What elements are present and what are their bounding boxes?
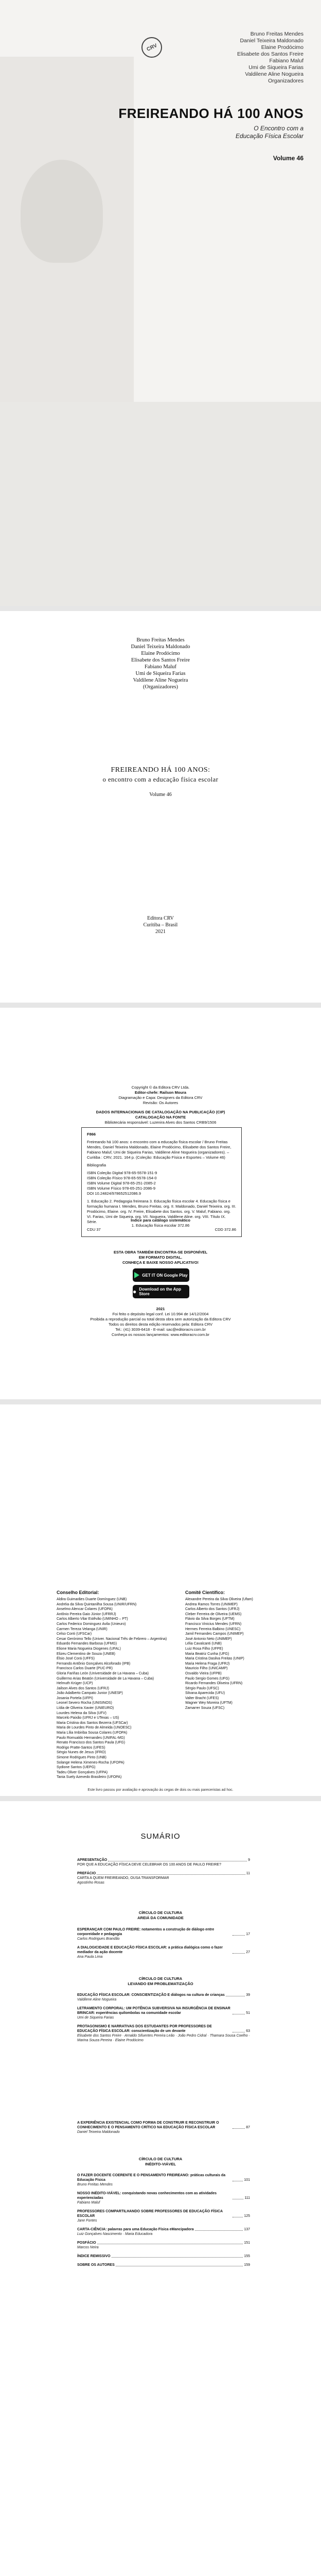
council-member: Antônio Pereira Gaio Júnior (UFRRJ)	[57, 1612, 116, 1616]
toc-entry-page: 87	[246, 2126, 250, 2129]
toc-entry-author: Jane Fontes	[77, 2219, 97, 2223]
book-title: FREIREANDO HÁ 100 ANOS:	[111, 766, 210, 774]
author-name: Daniel Teixeira Maldonado	[131, 644, 190, 650]
council-member: Marcelo Paixão (UFRJ e UTexas – US)	[57, 1716, 119, 1720]
council-member: Lourdes Helena da Silva (UFV)	[57, 1711, 106, 1715]
toc-entry-subtitle: CARTA A QUEM FREIREANDO, OUSA TRANSFORMAR	[77, 1876, 169, 1880]
toc-entry[interactable]	[77, 2191, 250, 2205]
title-page-publisher	[0, 915, 321, 935]
council-member: Maria Lília Imbiriba Sousa Colares (UFOPA)	[57, 1731, 128, 1735]
cover-page	[0, 0, 321, 606]
toc-entry-row	[77, 1858, 250, 1862]
council-member: Francisco Vinicius Mendes (UFRN)	[185, 1622, 242, 1626]
toc-entry[interactable]	[77, 2241, 250, 2250]
toc-entry-page: 63	[246, 2029, 250, 2033]
toc-entry-page: 39	[246, 1993, 250, 1997]
summary-title: SUMÁRIO	[140, 1832, 181, 1841]
toc-entry-title: PROTAGONISMO E NARRATIVAS DOS ESTUDANTES POR PROFESSORES DE EDUCAÇÃO FÍSICA ESCOLAR: conscientização de um devante	[77, 2025, 212, 2033]
toc-entry[interactable]	[77, 2263, 250, 2267]
toc-entry-row	[77, 2191, 250, 2200]
toc-entry-page: 111	[244, 2196, 250, 2200]
toc-entry-title: EDUCAÇÃO FÍSICA ESCOLAR: CONSCIENTIZAÇÃO E diálogos na cultura de crianças	[77, 1993, 225, 1997]
council-page	[0, 1404, 321, 1796]
council-member: Guillermo Arias Beatón (Universidade de La Havana – Cuba)	[57, 1676, 154, 1681]
catalog-page	[0, 1008, 321, 1399]
toc-entry-row	[77, 1927, 250, 1937]
council-member: Eduardo Fernandes Barbosa (UFMG)	[57, 1642, 117, 1646]
toc-section-heading	[0, 1976, 321, 1986]
toc-entry[interactable]	[77, 2006, 250, 2020]
index-title: Índice para catálogo sistemático	[131, 1218, 190, 1223]
cover-author: Elaine Prodócimo	[261, 44, 304, 50]
cip-subjects: 1. Educação 2. Pedagogia freireana 3. Educação física escolar 4. Educação física e formação humana I. Mendes, Bruno Freitas. org. II. Maldonado, Daniel Teixeira. org. III. Prodócimo, Elaine. org. IV. Freire, Elisabete dos Santos. org. V. Maluf, Fabiano. org. VI. Farias, Umi de Siqueira. org. VII. Nogueira, Valdilene Aline. org. VIII. Título IX. Série.	[87, 1199, 237, 1224]
council-member: Ricardo Fernandes Oliveira (UFRN)	[185, 1682, 243, 1686]
cover-subtitle: O Encontro com a	[254, 125, 304, 132]
council-member: Simone Rodrigues Pinto (UNB)	[57, 1756, 106, 1759]
council-member: Andréia da Silva Quintanilha Sousa (UNIR/UFRN)	[57, 1602, 137, 1606]
rights-line: Conheça os nossos lançamentos: www.editoracrv.com.br	[112, 1332, 209, 1337]
cover-bottom-band	[0, 402, 321, 606]
isbn-line: ISBN Coleção Físico 978-65-5578-154-0	[87, 1176, 157, 1180]
council-member: Lélia Cavalcanti (UNB)	[185, 1642, 222, 1646]
cover-author: Bruno Freitas Mendes	[250, 31, 304, 37]
toc-entry-page: 137	[244, 2228, 250, 2231]
toc-section-line: CÍRCULO DE CULTURA	[138, 2157, 183, 2161]
digital-notice: EM FORMATO DIGITAL.	[138, 1255, 183, 1260]
toc-dot-leader	[195, 2230, 243, 2231]
council-member: Hermes Ferreira Balbino (UNESC)	[185, 1627, 241, 1631]
toc-entry-page: 17	[246, 1933, 250, 1936]
toc-entry-page: 159	[244, 2263, 250, 2267]
toc-entry-author: Agostinho Rosas	[77, 1881, 104, 1885]
digital-notice: ESTA OBRA TAMBÉM ENCONTRA-SE DISPONÍVEL	[113, 1250, 208, 1255]
toc-section-heading	[0, 2157, 321, 2166]
toc-entry[interactable]	[77, 2254, 250, 2259]
toc-dot-leader	[233, 2128, 245, 2129]
toc-block	[77, 2121, 250, 2139]
toc-entry-author: Marcos Neira	[77, 2246, 99, 2249]
toc-block	[77, 2173, 250, 2272]
rights-line: Todos os direitos desta edição reservados pela: Editora CRV	[108, 1322, 213, 1327]
council-member: Élsio José Corá (UFFS)	[57, 1657, 95, 1661]
council-member: Francisco Carlos Duarte (PUC-PR)	[57, 1667, 113, 1671]
toc-section-line: CÍRCULO DE CULTURA	[138, 1910, 183, 1915]
cover-author: Valdilene Aline Nogueira	[245, 71, 304, 77]
toc-entry-title: NOSSO INÉDITO-VIÁVEL: conquistando novas conhecimentos com as atividades experienciadas	[77, 2192, 217, 2200]
council-member: Alexandre Pereira da Silva Oliveira (Ufam)	[185, 1598, 253, 1601]
deposit-text: Foi feito o depósito legal conf. Lei 10.994 de 14/12/2004	[112, 1312, 209, 1316]
cover-author: Daniel Teixeira Maldonado	[240, 38, 304, 44]
rights-line: Proibida a reprodução parcial ou total desta obra sem autorização da Editora CRV	[90, 1317, 231, 1321]
toc-dot-leader	[97, 1874, 245, 1875]
toc-entry[interactable]	[77, 1871, 250, 1885]
toc-entry-row	[77, 1945, 250, 1955]
peer-review-note: Este livro passou por avaliação e aprovação às cegas de dois ou mais pareceristas ad hoc.	[87, 1788, 234, 1792]
toc-dot-leader	[233, 1935, 245, 1936]
toc-entry-row	[77, 2024, 250, 2033]
isbn-line: ISBN Coleção Digital 978-65-5578-151-9	[87, 1171, 157, 1175]
toc-dot-leader	[233, 1953, 245, 1954]
design-line: Diagramação e Capa: Designers da Editora CRV	[118, 1095, 203, 1100]
council-right-title: Comitê Científico:	[185, 1590, 225, 1595]
google-play-badge[interactable]	[133, 1268, 189, 1282]
toc-entry-author: Ana Paula Lima	[77, 1955, 103, 1959]
author-name: Valdilene Aline Nogueira	[133, 677, 188, 683]
cip-bibliography: Bibliografia	[87, 1163, 106, 1167]
publication-year: 2021	[155, 929, 166, 935]
cover-title: FREIREANDO HÁ 100 ANOS	[118, 106, 304, 121]
council-member: Celso Conti (UFSCar)	[57, 1632, 92, 1636]
council-member: Sérgio Paulo (UFSC)	[185, 1686, 219, 1690]
toc-entry-author: Umi de Siqueira Farias	[77, 2016, 114, 2020]
council-member: Maria Helena Fraga (UFRJ)	[185, 1662, 230, 1666]
council-member: Gloria Fariñas León (Universidade de La Havana – Cuba)	[57, 1671, 149, 1675]
toc-entry-title: APRESENTAÇÃO	[77, 1858, 108, 1862]
toc-entry[interactable]	[77, 2209, 250, 2223]
toc-entry-row	[77, 1993, 250, 1997]
toc-entry-page: 51	[246, 2011, 250, 2015]
toc-section-line: AREIÁ DA COMUNIDADE	[137, 1915, 184, 1920]
council-member: Wagner Wey Moreira (UFTM)	[185, 1701, 233, 1705]
cip-header: CATALOGAÇÃO NA FONTE	[135, 1115, 186, 1120]
toc-entry-author: Carlos Rodrigues Brandão	[77, 1937, 120, 1941]
council-member: João Adalberto Campato Junior (UNESP)	[57, 1691, 123, 1696]
toc-entry-row	[77, 2173, 250, 2182]
publisher-name: Editora CRV	[147, 916, 174, 921]
toc-entry-page: 27	[246, 1951, 250, 1954]
council-member: Josania Portela (UFPI)	[57, 1696, 93, 1700]
council-member: Rodrigo Pratte-Santos (UFES)	[57, 1745, 105, 1750]
toc-block	[77, 1927, 250, 1963]
council-member: Maria Cristina Dasilva Freitas (UNIP)	[185, 1657, 244, 1661]
council-left-list	[57, 1597, 167, 1780]
toc-entry-title: CARTA-CIÊNCIA: palavras para uma Educação Física eMancipadora	[77, 2228, 194, 2231]
toc-entry[interactable]	[77, 2173, 250, 2187]
toc-entry-row	[77, 2254, 250, 2259]
editor-line: Editor-chefe: Railson Moura	[134, 1090, 186, 1095]
publisher-logo-text: CRV	[146, 42, 158, 53]
council-member: Renato Francisco dos Santos Paula (UFG)	[57, 1741, 126, 1745]
toc-entry[interactable]	[77, 1945, 250, 1959]
toc-section-line: LEVANDO EM PROBLEMATIZAÇÃO	[128, 1981, 193, 1986]
toc-entry-subtitle: POR QUE A EDUCAÇÃO FÍSICA DEVE CELEBRAR OS 100 ANOS DE PAULO FREIRE?	[77, 1863, 221, 1867]
council-member: Carlos Federico Dominguez Avila (Unieuro)	[57, 1622, 126, 1626]
digital-notice: CONHEÇA E BAIXE NOSSO APLICATIVO!	[122, 1260, 199, 1265]
page-separator	[0, 1399, 321, 1404]
council-member: Maria de Lourdes Pinto de Almeida (UNOESC)	[57, 1726, 132, 1730]
council-member: Tania Suely Azevedo Brasileiro (UFOPA)	[57, 1775, 122, 1780]
publisher-logo	[141, 37, 162, 58]
cover-author: Elisabete dos Santos Freire	[237, 51, 304, 57]
toc-entry-page: 9	[248, 1858, 250, 1862]
cover-author: Fabiano Maluf	[269, 58, 304, 64]
toc-entry-title: O FAZER DOCENTE COERENTE E O PENSAMENTO FREIREANO: práticas culturais da Educação Física	[77, 2174, 226, 2182]
authors-role: (Organizadores)	[142, 684, 179, 690]
toc-entry-author: Bruno Freitas Mendes	[77, 2183, 113, 2187]
title-page	[0, 611, 321, 1003]
author-name: Fabiano Maluf	[144, 664, 177, 670]
toc-entry-page: 155	[244, 2255, 250, 2258]
author-name: Umi de Siqueira Farias	[135, 671, 186, 676]
toc-entry-title: A EXPERIÊNCIA EXISTENCIAL COMO FORMA DE CONSTRUIR E RECONSTRUIR O CONHECIMENTO E O PENSAMENTO CRÍTICO NA EDUCAÇÃO FÍSICA ESCOLAR	[77, 2121, 219, 2129]
council-member: Aldira Guimarães Duarte Domínguez (UNB)	[57, 1598, 127, 1601]
app-store-badge-label: Download on the App Store	[139, 1287, 182, 1296]
council-member: Jailson Alves dos Santos (UFRJ)	[57, 1686, 109, 1690]
toc-entry-row	[77, 2006, 250, 2015]
council-member: Sydione Santos (UEPG)	[57, 1766, 96, 1770]
toc-entry-row	[77, 2241, 250, 2245]
page-separator	[0, 1003, 321, 1008]
council-member: Luiz Rosa Filho (UFPE)	[185, 1647, 223, 1651]
toc-entry[interactable]	[77, 1858, 250, 1867]
page-separator	[0, 1796, 321, 1801]
toc-entry-row	[77, 1871, 250, 1876]
doi-line: DOI 10.24824/978652512086.9	[87, 1191, 141, 1196]
council-member: José Antonio Neto (UNIMEP)	[185, 1637, 232, 1641]
toc-entry[interactable]	[77, 2024, 250, 2043]
isbn-line: ISBN Volume Digital 978-65-251-2085-2	[87, 1181, 156, 1185]
council-member: Carlos Alberto Vilar Estêvão (UMINHO – PT)	[57, 1617, 128, 1621]
council-member: Tadeu Oliver Gonçalves (UFPA)	[57, 1770, 108, 1774]
toc-entry-author: Valdilene Aline Nogueira	[77, 1998, 117, 2002]
cdd-code: CDD 372.86	[215, 1227, 236, 1232]
toc-entry-row	[77, 2263, 250, 2267]
council-right-list	[185, 1597, 253, 1711]
toc-entry-title: PROFESSORES COMPARTILHANDO SOBRE PROFESSORES DE EDUCAÇÃO FÍSICA ESCOLAR	[77, 2210, 223, 2218]
council-member: Valter Bracht (UFES)	[185, 1696, 219, 1700]
council-member: Maria Beatriz Cunha (UFG)	[185, 1652, 229, 1656]
cip-record-text: Freireando há 100 anos: o encontro com a educação física escolar / Bruno Freitas Mendes, Daniel Teixeira Maldonado, Elaine Prodócimo, Elisabete dos Santos Freire, Fabiano Maluf, Umi de Siqueira Farias, Valdilene Aline Nogueira (organizadores). – Curitiba : CRV, 2021. 164 p. (Coleção: Educação Física e Esportes – Volume 46)	[87, 1140, 231, 1160]
toc-entry-title: A DIALOGICIDADE E EDUCAÇÃO FÍSICA ESCOLAR: a prática dialógica como o fazer mediador da ação docente	[77, 1946, 223, 1954]
council-member: Leonel Severo Rocha (UNISINOS)	[57, 1701, 112, 1705]
google-play-badge-label: GET IT ON Google Play	[142, 1273, 188, 1278]
apple-icon: ●	[133, 1288, 137, 1295]
cip-record-id: F866	[87, 1132, 96, 1137]
cip-librarian: Bibliotecária responsável: Luzenira Alves dos Santos CRB9/1506	[104, 1120, 217, 1125]
toc-entry-page: 11	[246, 1872, 250, 1875]
author-name: Elaine Prodócimo	[141, 651, 180, 656]
council-member: Zamarrer Souza (UFSC)	[185, 1706, 225, 1710]
toc-entry-row	[77, 2121, 250, 2130]
council-member: Mauricio Filho (UNICAMP)	[185, 1667, 228, 1671]
toc-section-line: INÉDITO-VIÁVEL	[145, 2161, 176, 2166]
toc-entry-row	[77, 2209, 250, 2218]
book-subtitle: o encontro com a educação física escolar	[102, 776, 219, 783]
council-member: Solange Helena Ximenes-Rocha (UFOPA)	[57, 1760, 124, 1765]
toc-entry-title: PREFÁCIO	[77, 1872, 96, 1875]
council-member: Carlos Alberto dos Santos (UFRJ)	[185, 1607, 240, 1612]
index-item: 1. Educação física escolar 372.86	[131, 1223, 190, 1228]
cdu-code: CDU 37	[87, 1227, 101, 1232]
council-member: Elione Maria Nogueira Diogenes (UFAL)	[57, 1647, 121, 1651]
cover-authors-role: Organizadores	[268, 78, 304, 84]
publisher-city: Curitiba – Brasil	[143, 922, 178, 928]
toc-block	[77, 1858, 250, 1889]
cover-volume: Volume 46	[273, 155, 304, 162]
toc-entry-title: LETRAMENTO CORPORAL: UM POTÊNCIA SUBVERSIVA NA INSURGÊNCIA DE ENSINAR BRINCAR: experiências quilombolas na comunidade escolar	[77, 2007, 230, 2015]
author-name: Bruno Freitas Mendes	[136, 637, 185, 643]
deposit-year: 2021	[156, 1307, 165, 1311]
toc-entry-page: 125	[244, 2214, 250, 2218]
rights-line: Tel.: (41) 3039-6418 - E-mail: sac@editoracrv.com.br	[115, 1327, 206, 1332]
cip-header: DADOS INTERNACIONAIS DE CATALOGAÇÃO NA PUBLICAÇÃO (CIP)	[96, 1110, 225, 1114]
app-store-badge[interactable]	[133, 1285, 189, 1298]
summary-page	[0, 1801, 321, 2576]
council-member: Helmuth Krüger (UCP)	[57, 1682, 93, 1686]
page-separator	[0, 606, 321, 611]
council-member: Cesar Gerónimo Tello (Univer. Nacional Três de Febrero – Argentina)	[57, 1637, 167, 1641]
council-member: Anselmo Alencar Colares (UFOPA)	[57, 1607, 113, 1612]
council-member: Silvana Aparecida (UFU)	[185, 1691, 225, 1696]
council-member: Andrea Ramos Torres (UNIMEP)	[185, 1602, 238, 1606]
toc-entry[interactable]	[77, 1927, 250, 1941]
toc-entry-author: Elisabete dos Santos Freire · Arnaldo Sifuentes Pereira Leão · João Pedro Cidral · Thamara Sousa Coelho · Marina Souza Pereira · Elaine Prodócimo	[77, 2034, 250, 2042]
council-member: Elizeu Clementino de Souza (UNEB)	[57, 1652, 115, 1656]
toc-entry-author: Luiz Gonçalves Nascimento · Maria Educadora	[77, 2232, 153, 2236]
book-volume: Volume 46	[149, 792, 172, 798]
council-member: Osvaldo Vieira (UFPB)	[185, 1671, 222, 1675]
play-store-icon	[134, 1272, 139, 1278]
cover-illustration	[0, 57, 134, 402]
review-line: Revisão: Os Autores	[142, 1100, 179, 1105]
toc-entry-row	[77, 2227, 250, 2232]
council-left-title: Conselho Editorial:	[57, 1590, 99, 1595]
cover-subtitle: Educação Física Escolar	[235, 132, 304, 140]
council-member: Fernando Antônio Gonçalves Alcoforado (IPB)	[57, 1662, 131, 1666]
council-member: Paulo Sergio Gomes (UFG)	[185, 1676, 229, 1681]
toc-entry-page: 101	[244, 2178, 250, 2182]
council-member: Carmen Tereza Velanga (UNIR)	[57, 1627, 108, 1631]
cover-author: Umi de Siqueira Farias	[248, 64, 304, 71]
toc-entry[interactable]	[77, 1993, 250, 2002]
title-page-authors	[0, 637, 321, 690]
council-member: Sérgio Nunes de Jesus (IFRO)	[57, 1751, 106, 1755]
isbn-line: ISBN Volume Físico 978-65-251-2086-9	[87, 1186, 155, 1191]
council-member: Lídia de Oliveira Xavier (UNIEURO)	[57, 1706, 114, 1710]
council-member: Cleber Ferreira de Oliveira (UEMS)	[185, 1612, 242, 1616]
cover-title-block	[118, 106, 304, 140]
toc-entry-title: POSFÁCIO	[77, 2241, 96, 2245]
toc-entry-page: 151	[244, 2241, 250, 2245]
toc-entry-title: ESPERANÇAR COM PAULO FREIRE: notamentos a construção de diálogo entre corporeidade e pedagogia	[77, 1928, 215, 1936]
title-page-title-block	[0, 766, 321, 798]
toc-entry-title: SOBRE OS AUTORES	[77, 2263, 115, 2267]
toc-entry-author: Fabiano Maluf	[77, 2201, 100, 2205]
toc-section-line: CÍRCULO DE CULTURA	[138, 1976, 183, 1981]
council-member: Jamil Fernandes Campos (UNIMEP)	[185, 1632, 244, 1636]
toc-entry-title: ÍNDICE REMISSIVO	[77, 2255, 111, 2258]
toc-entry-author: Daniel Teixeira Maldonado	[77, 2130, 120, 2134]
author-name: Elisabete dos Santos Freire	[131, 657, 190, 663]
copyright-line: Copyright © da Editora CRV Ltda.	[131, 1085, 190, 1090]
council-member: Paulo Romualdo Hernandes (UNIFAL-MG)	[57, 1736, 125, 1740]
toc-entry[interactable]	[77, 2121, 250, 2134]
toc-entry[interactable]	[77, 2227, 250, 2236]
council-member: Maria Cristina dos Santos Bezerra (UFSCar)	[57, 1721, 128, 1725]
toc-section-heading	[0, 1910, 321, 1920]
council-member: Flávio da Silva Borges (UFTM)	[185, 1617, 235, 1621]
cover-authors	[237, 31, 304, 84]
toc-dot-leader	[112, 2257, 243, 2258]
toc-block	[77, 1993, 250, 2047]
